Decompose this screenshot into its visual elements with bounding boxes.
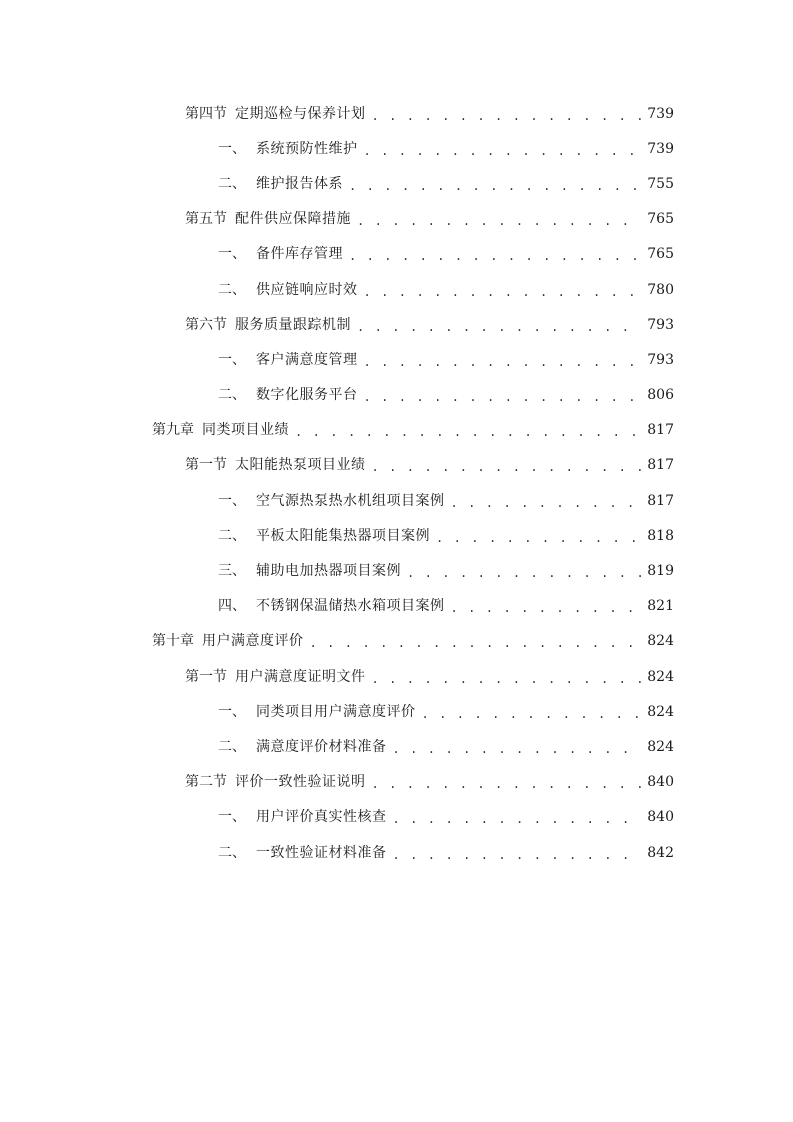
toc-entry-number: 第六节 — [185, 316, 227, 333]
toc-section-entry[interactable] — [0, 659, 793, 694]
toc-page-number: 817 — [647, 492, 674, 509]
toc-dot-leader — [372, 673, 642, 685]
toc-page-number: 765 — [647, 211, 674, 228]
toc-entry-number: 一、 — [218, 492, 246, 509]
toc-dot-leader — [295, 426, 641, 438]
toc-dot-leader — [349, 250, 641, 262]
toc-dot-leader — [310, 637, 642, 649]
toc-entry-number: 二、 — [218, 738, 246, 755]
toc-entry-number: 一、 — [218, 246, 246, 263]
toc-page-number: 755 — [647, 175, 674, 192]
toc-dot-leader — [422, 708, 642, 720]
toc-page-number: 818 — [647, 527, 674, 544]
toc-page-number: 780 — [647, 281, 674, 298]
toc-page-number: 821 — [647, 598, 674, 615]
toc-page-number: 824 — [647, 738, 674, 755]
toc-subsection-entry[interactable] — [0, 378, 793, 413]
toc-entry-title: 评价一致性验证说明 — [235, 774, 366, 791]
toc-subsection-entry[interactable] — [0, 835, 793, 870]
toc-section-entry[interactable] — [0, 202, 793, 237]
toc-page-number: 739 — [647, 140, 674, 157]
toc-subsection-entry[interactable] — [0, 237, 793, 272]
toc-entry-title: 配件供应保障措施 — [235, 211, 351, 228]
toc-dot-leader — [451, 497, 642, 509]
toc-section-entry[interactable] — [0, 448, 793, 483]
toc-entry-title: 同类项目业绩 — [202, 422, 289, 439]
toc-subsection-entry[interactable] — [0, 518, 793, 553]
toc-entry-title: 太阳能热泵项目业绩 — [235, 457, 366, 474]
toc-entry-number: 二、 — [218, 387, 246, 404]
toc-dot-leader — [372, 461, 642, 473]
toc-entry-number: 第一节 — [185, 457, 227, 474]
toc-entry-number: 第十章 — [152, 633, 194, 650]
toc-entry-title: 辅助电加热器项目案例 — [256, 563, 401, 580]
toc-entry-title: 用户满意度证明文件 — [235, 668, 366, 685]
toc-page-number: 824 — [647, 703, 674, 720]
toc-chapter-entry[interactable] — [0, 413, 793, 448]
toc-dot-leader — [393, 743, 642, 755]
toc-entry-number: 一、 — [218, 809, 246, 826]
toc-page-number: 842 — [647, 844, 674, 861]
toc-subsection-entry[interactable] — [0, 272, 793, 307]
toc-page-number: 817 — [647, 457, 674, 474]
toc-subsection-entry[interactable] — [0, 800, 793, 835]
toc-dot-leader — [436, 532, 641, 544]
toc-entry-number: 第二节 — [185, 774, 227, 791]
toc-subsection-entry[interactable] — [0, 553, 793, 588]
toc-section-entry[interactable] — [0, 96, 793, 131]
toc-page-number: 819 — [647, 563, 674, 580]
toc-entry-title: 备件库存管理 — [256, 246, 343, 263]
toc-dot-leader — [372, 110, 642, 122]
toc-dot-leader — [364, 356, 642, 368]
toc-entry-number: 二、 — [218, 175, 246, 192]
toc-entry-number: 三、 — [218, 563, 246, 580]
toc-entry-number: 四、 — [218, 598, 246, 615]
toc-entry-number: 二、 — [218, 281, 246, 298]
toc-dot-leader — [407, 567, 641, 579]
table-of-contents — [0, 96, 793, 870]
toc-entry-number: 二、 — [218, 844, 246, 861]
toc-entry-number: 第九章 — [152, 422, 194, 439]
toc-entry-title: 数字化服务平台 — [256, 387, 358, 404]
toc-entry-title: 服务质量跟踪机制 — [235, 316, 351, 333]
toc-dot-leader — [364, 286, 642, 298]
toc-subsection-entry[interactable] — [0, 729, 793, 764]
toc-page-number: 793 — [647, 351, 674, 368]
toc-dot-leader — [357, 215, 641, 227]
toc-page-number: 739 — [647, 105, 674, 122]
toc-dot-leader — [357, 321, 641, 333]
toc-entry-number: 一、 — [218, 351, 246, 368]
toc-entry-number: 一、 — [218, 703, 246, 720]
toc-page-number: 793 — [647, 316, 674, 333]
toc-page-number: 840 — [647, 809, 674, 826]
toc-entry-title: 供应链响应时效 — [256, 281, 358, 298]
toc-entry-number: 第一节 — [185, 668, 227, 685]
toc-entry-title: 满意度评价材料准备 — [256, 738, 387, 755]
toc-dot-leader — [349, 180, 641, 192]
toc-dot-leader — [393, 813, 642, 825]
toc-page-number: 824 — [647, 633, 674, 650]
toc-subsection-entry[interactable] — [0, 131, 793, 166]
toc-page-number: 806 — [647, 387, 674, 404]
toc-entry-title: 平板太阳能集热器项目案例 — [256, 527, 430, 544]
toc-subsection-entry[interactable] — [0, 589, 793, 624]
toc-entry-title: 不锈钢保温储热水箱项目案例 — [256, 598, 445, 615]
toc-section-entry[interactable] — [0, 307, 793, 342]
toc-entry-title: 维护报告体系 — [256, 175, 343, 192]
toc-dot-leader — [372, 778, 642, 790]
toc-subsection-entry[interactable] — [0, 342, 793, 377]
toc-page-number: 765 — [647, 246, 674, 263]
toc-entry-number: 一、 — [218, 140, 246, 157]
toc-dot-leader — [393, 849, 642, 861]
toc-dot-leader — [364, 145, 642, 157]
toc-entry-number: 二、 — [218, 527, 246, 544]
toc-dot-leader — [451, 602, 642, 614]
toc-entry-title: 一致性验证材料准备 — [256, 844, 387, 861]
toc-entry-number: 第四节 — [185, 105, 227, 122]
toc-page-number: 817 — [647, 422, 674, 439]
toc-subsection-entry[interactable] — [0, 166, 793, 201]
toc-entry-title: 用户评价真实性核查 — [256, 809, 387, 826]
toc-section-entry[interactable] — [0, 765, 793, 800]
toc-page-number: 824 — [647, 668, 674, 685]
toc-subsection-entry[interactable] — [0, 483, 793, 518]
toc-entry-number: 第五节 — [185, 211, 227, 228]
toc-dot-leader — [364, 391, 642, 403]
toc-entry-title: 客户满意度管理 — [256, 351, 358, 368]
toc-entry-title: 用户满意度评价 — [202, 633, 304, 650]
toc-entry-title: 同类项目用户满意度评价 — [256, 703, 416, 720]
toc-subsection-entry[interactable] — [0, 694, 793, 729]
toc-entry-title: 系统预防性维护 — [256, 140, 358, 157]
toc-entry-title: 定期巡检与保养计划 — [235, 105, 366, 122]
toc-chapter-entry[interactable] — [0, 624, 793, 659]
toc-page-number: 840 — [647, 774, 674, 791]
toc-entry-title: 空气源热泵热水机组项目案例 — [256, 492, 445, 509]
